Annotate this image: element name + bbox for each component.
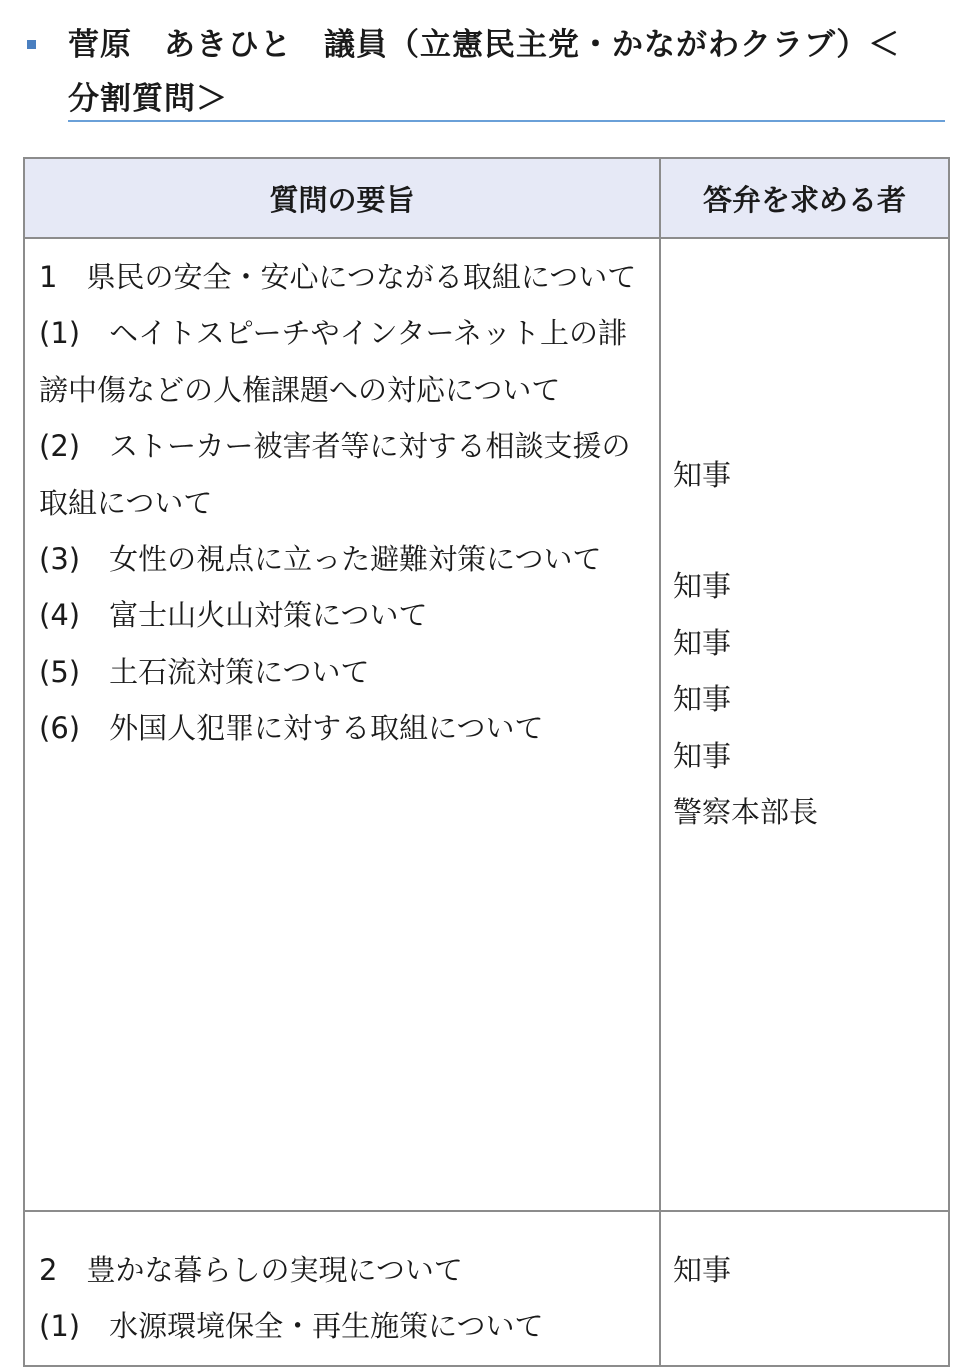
- question-subitem: (1) 水源環境保全・再生施策について: [39, 1309, 544, 1344]
- answerer-name: 知事: [673, 682, 732, 717]
- title-underline: [68, 120, 945, 122]
- question-subitem: (5) 土石流対策について: [39, 654, 370, 689]
- question-table: [23, 157, 950, 1367]
- answerer-name: 知事: [673, 569, 732, 604]
- spacer: [673, 503, 940, 558]
- column-header-question: 質問の要旨: [24, 158, 660, 238]
- answerer-cell: [660, 1211, 949, 1366]
- question-cell: [24, 1211, 660, 1366]
- answerer-name: 知事: [673, 458, 732, 492]
- bullet-icon: [27, 40, 36, 49]
- question-subitem: (2) ストーカー被害者等に対する相談支援の取組について: [39, 429, 631, 520]
- page-title: 菅原 あきひと 議員（立憲民主党・かながわクラブ）＜分割質問＞: [68, 27, 901, 117]
- question-subitem: (1) ヘイトスピーチやインターネット上の誹謗中傷などの人権課題への対応について: [39, 316, 628, 407]
- table-row: [24, 238, 949, 1211]
- table-row: [24, 1211, 949, 1366]
- question-topic: 2 豊かな暮らしの実現について: [39, 1253, 463, 1287]
- answerer-name: 警察本部長: [673, 795, 819, 830]
- column-header-answerer: 答弁を求める者: [660, 158, 949, 238]
- question-subitem: (4) 富士山火山対策について: [39, 598, 428, 633]
- question-subitem: (3) 女性の視点に立った避難対策について: [39, 542, 602, 577]
- table-header-row: [24, 158, 949, 238]
- question-topic: 1 県民の安全・安心につながる取組について: [39, 260, 637, 294]
- question-subitem: (6) 外国人犯罪に対する取組について: [39, 711, 544, 746]
- answerer-name: 知事: [673, 738, 732, 773]
- answerer-name: 知事: [673, 1253, 732, 1287]
- question-cell: [24, 238, 660, 1211]
- answerer-name: 知事: [673, 625, 732, 660]
- answerer-cell: [660, 238, 949, 1211]
